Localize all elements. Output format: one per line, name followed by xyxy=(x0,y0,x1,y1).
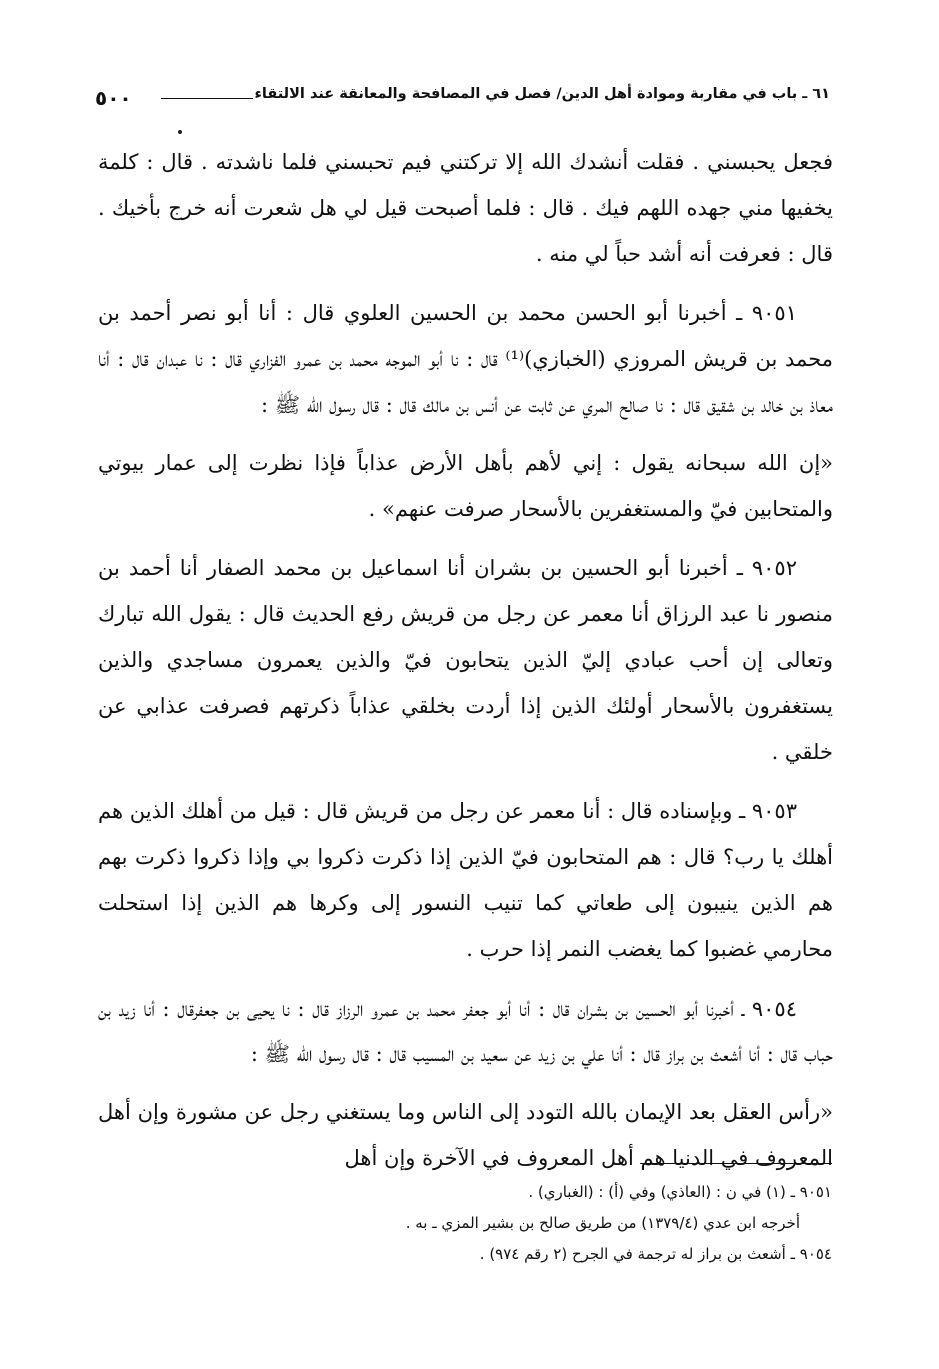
paragraph-continuation: فجعل يحبسني . فقلت أنشدك الله إلا تركتني فيم تحبسني فلما ناشدته . قال : كلمة يخفيها مني جهده اللهم فيك . قال : فلما أصبحت قيل لي هل شعرت أنه خرج بأخيك . قال : فعرفت أنه أشد حباً لي منه . xyxy=(98,150,833,266)
quote-9054: «رأس العقل بعد الإيمان بالله التودد إلى الناس وما يستغني رجل عن مشورة وإن أهل المعروف في الدنيا هم أهل المعروف في الآخرة وإن أهل xyxy=(98,1100,833,1170)
print-speck xyxy=(178,130,182,134)
hadith-9053: ٩٠٥٣ ـ وبإسناده قال : أنا معمر عن رجل من قريش قال : قيل من أهلك الذين هم أهلك يا رب؟ قال : هم المتحابون فيّ الذين إذا ذكرت ذكروا بي وإذا ذكروا ذكرت بهم هم الذين ينيبون إلى طعاتي كما تنيب النسور إلى وكرها هم الذين إذا استحلت محارمي غضبوا كما يغضب النمر إذا حرب . xyxy=(98,799,833,961)
footnote-rule xyxy=(640,1163,832,1164)
footnote-9051-source: أخرجه ابن عدي (١٣٧٩/٤) من طريق صالح بن بشير المزي ـ به . xyxy=(405,1214,800,1232)
quote-9051: «إن الله سبحانه يقول : إني لأهم بأهل الأرض عذاباً فإذا نظرت إلى عمار بيوتي والمتحابين فيّ والمستغفرين بالأسحار صرفت عنهم» . xyxy=(98,450,833,521)
header-rule xyxy=(161,98,253,99)
footnote-9051: ٩٠٥١ ـ (١) في ن : (العاذي) وفي (أ) : (الغباري) . xyxy=(528,1183,832,1201)
page-number: ٥٠٠ xyxy=(95,86,132,110)
hadith-9054: ٩٠٥٤ ـ أخبرنا أبو الحسين بن بشران قال : أنا أبو جعفر محمد بن عمرو الرزاز قال : نا يحيى بن جعفرقال : أنا زيد بن حباب قال : أنا أشعث بن براز قال : أنا علي بن زيد عن سعيد بن المسيب قال : قال رسول الله ﷺ : xyxy=(98,996,833,1067)
main-text xyxy=(98,140,833,1182)
running-title: ٦١ ـ باب في مقاربة وموادة أهل الدين/ فصل في المصافحة والمعانقة عند الالتقاء xyxy=(254,86,830,102)
page-header xyxy=(95,84,830,118)
footnotes xyxy=(300,1177,832,1270)
hadith-9051: ٩٠٥١ ـ أخبرنا أبو الحسن محمد بن الحسين العلوي قال : أنا أبو نصر أحمد بن محمد بن قريش المروزي (الخبازي)⁽¹⁾ قال : نا أبو الموجه محمد بن عمرو الفزاري قال : نا عبدان قال : أنا معاذ بن خالد بن شقيق قال : نا صالح المري عن ثابت عن أنس بن مالك قال : قال رسول الله ﷺ : xyxy=(98,301,833,417)
hadith-9052: ٩٠٥٢ ـ أخبرنا أبو الحسين بن بشران أنا اسماعيل بن محمد الصفار أنا أحمد بن منصور نا عبد الرزاق أنا معمر عن رجل من قريش رفع الحديث قال : يقول الله تبارك وتعالى إن أحب عبادي إليّ الذين يتحابون فيّ والذين يعمرون مساجدي والذين يستغفرون بالأسحار أولئك الذين إذا أردت بخلقي عذاباً ذكرتهم فصرفت عذابي عن خلقي . xyxy=(98,556,833,764)
footnote-9054: ٩٠٥٤ ـ أشعث بن براز له ترجمة في الجرح (٢ رقم ٩٧٤) . xyxy=(479,1245,832,1263)
